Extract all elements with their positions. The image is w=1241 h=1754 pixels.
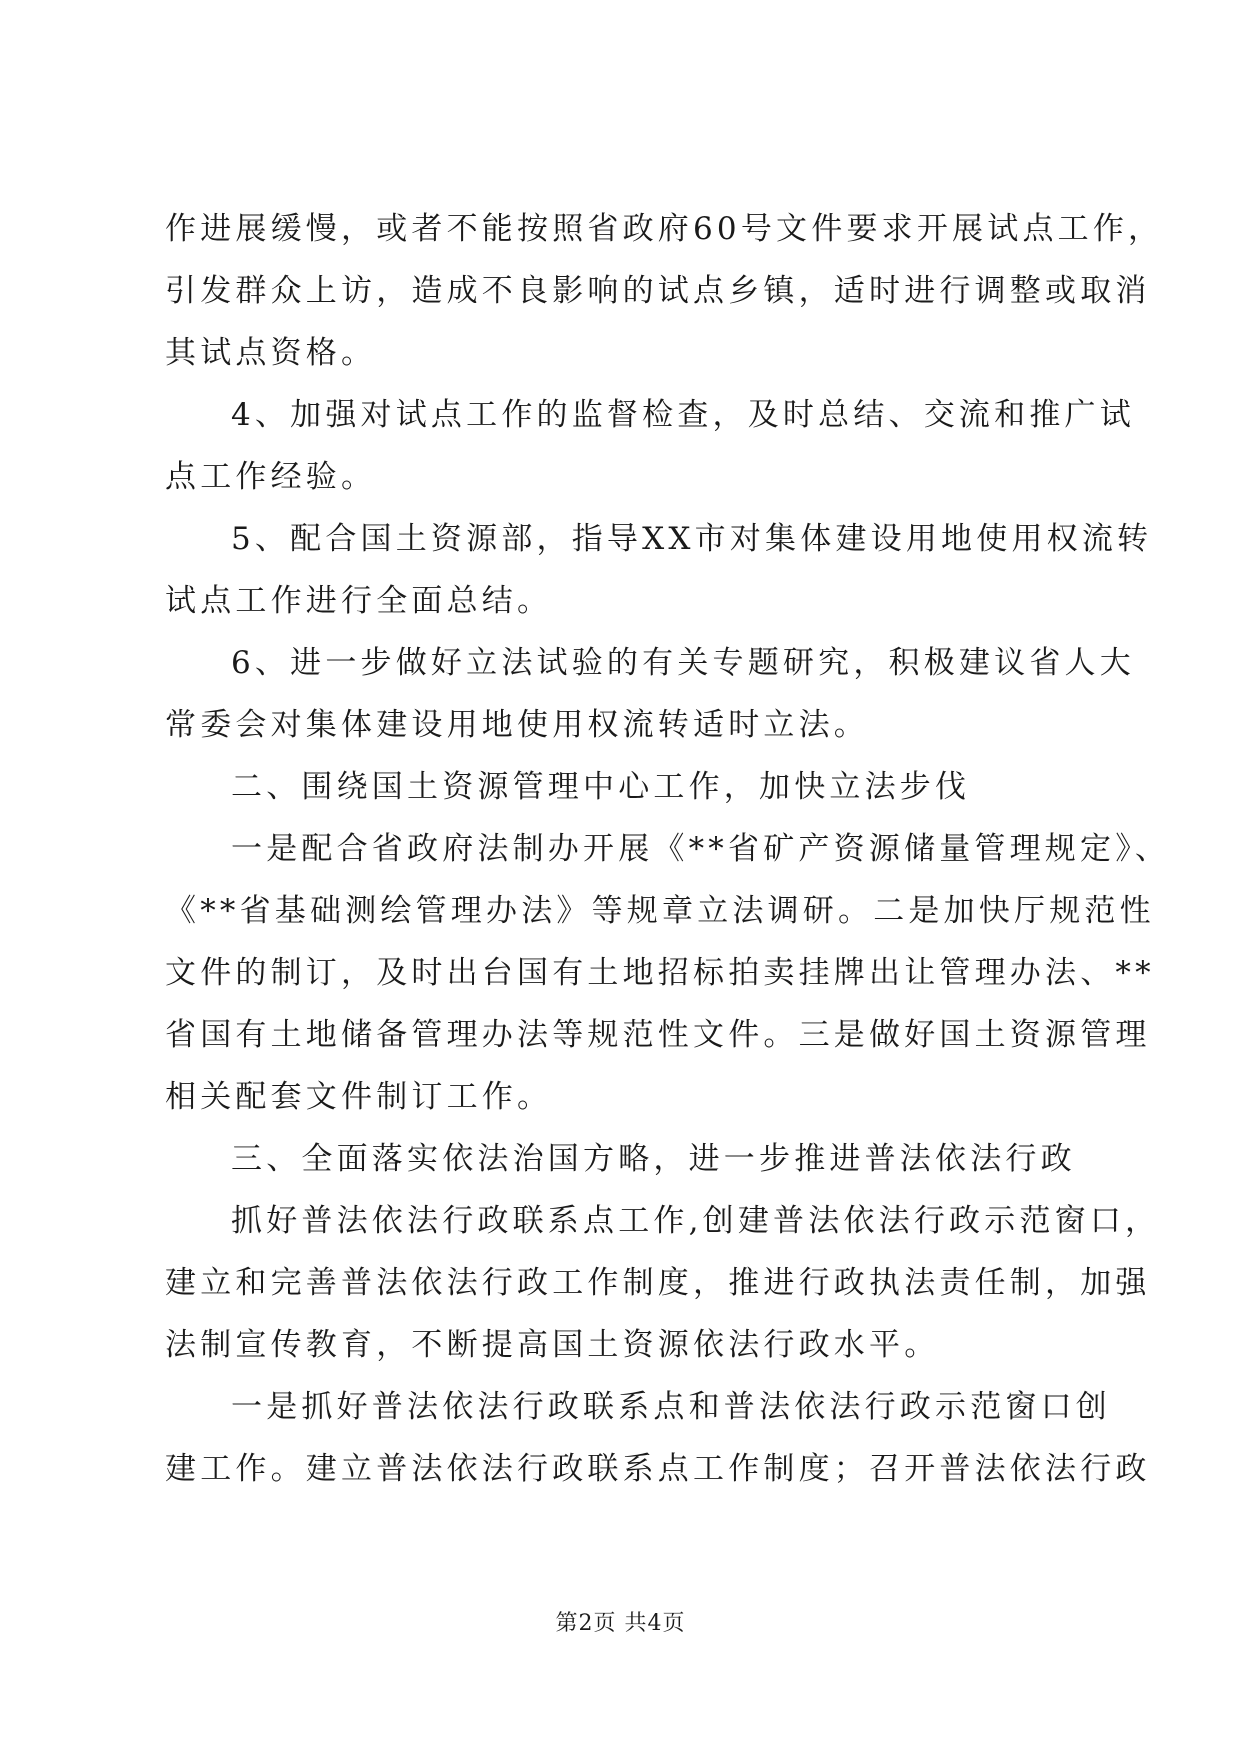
text-line: 建立和完善普法依法行政工作制度，推进行政执法责任制，加强	[165, 1265, 1151, 1301]
text-line: 常委会对集体建设用地使用权流转适时立法。	[165, 707, 869, 743]
text-line: 点工作经验。	[165, 459, 377, 495]
text-line: 其试点资格。	[165, 335, 377, 371]
section-heading-3: 三、全面落实依法治国方略，进一步推进普法依法行政	[231, 1141, 1076, 1177]
text-line: 建工作。建立普法依法行政联系点工作制度；召开普法依法行政	[165, 1451, 1151, 1487]
text-line: 省国有土地储备管理办法等规范性文件。三是做好国土资源管理	[165, 1017, 1151, 1053]
paragraph-item-6: 6、进一步做好立法试验的有关专题研究，积极建议省人大	[231, 645, 1135, 681]
text-line: 作进展缓慢，或者不能按照省政府60号文件要求开展试点工作，	[165, 211, 1164, 247]
text-line: 引发群众上访，造成不良影响的试点乡镇，适时进行调整或取消	[165, 273, 1151, 309]
paragraph-item-4: 4、加强对试点工作的监督检查，及时总结、交流和推广试	[231, 397, 1135, 433]
paragraph-start: 一是抓好普法依法行政联系点和普法依法行政示范窗口创	[231, 1389, 1111, 1425]
page-number-footer: 第2页 共4页	[555, 1611, 686, 1636]
paragraph-start: 一是配合省政府法制办开展《**省矿产资源储量管理规定》、	[231, 831, 1171, 867]
text-line: 相关配套文件制订工作。	[165, 1079, 553, 1115]
text-line: 文件的制订，及时出台国有土地招标拍卖挂牌出让管理办法、**	[165, 955, 1155, 991]
text-line: 法制宣传教育，不断提高国土资源依法行政水平。	[165, 1327, 940, 1363]
document-body	[165, 198, 1171, 1500]
text-line: 试点工作进行全面总结。	[165, 583, 553, 619]
section-heading-2: 二、围绕国土资源管理中心工作，加快立法步伐	[231, 769, 971, 805]
paragraph-start: 抓好普法依法行政联系点工作,创建普法依法行政示范窗口，	[231, 1203, 1161, 1239]
paragraph-item-5: 5、配合国土资源部，指导XX市对集体建设用地使用权流转	[231, 521, 1153, 557]
text-line: 《**省基础测绘管理办法》等规章立法调研。二是加快厅规范性	[165, 893, 1155, 929]
